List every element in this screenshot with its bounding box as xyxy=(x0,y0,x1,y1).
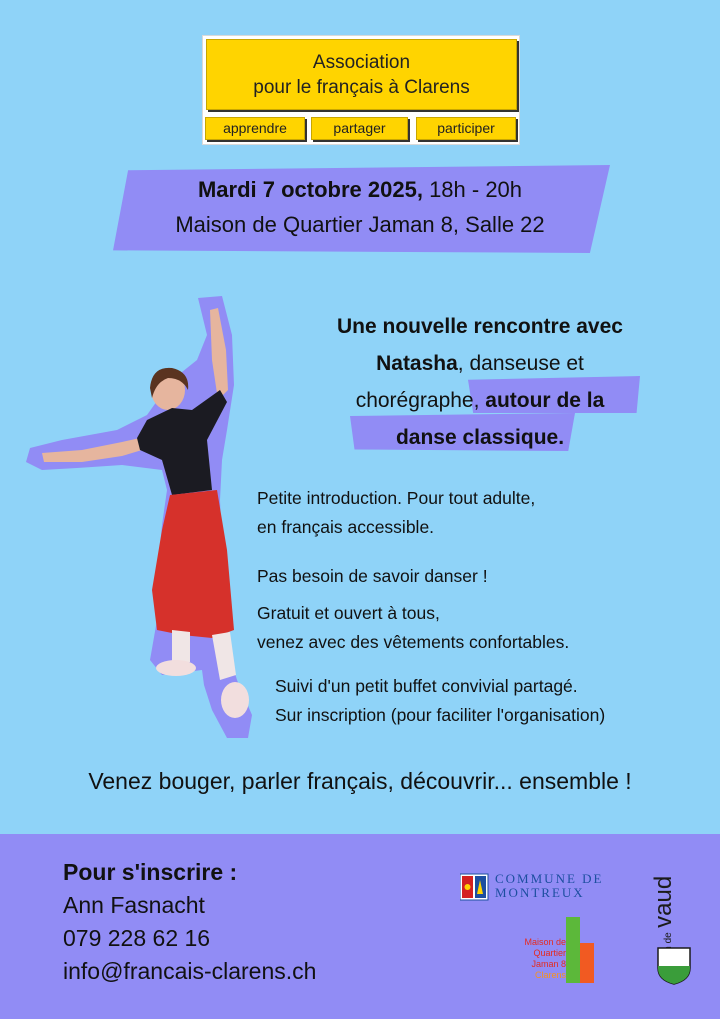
event-time: 18h - 20h xyxy=(422,177,523,202)
paragraph-buffet xyxy=(275,672,605,730)
paragraph-free xyxy=(257,599,569,657)
paragraph-intro xyxy=(257,484,535,542)
contact-email[interactable]: info@francais-clarens.ch xyxy=(63,958,317,984)
tagline: Venez bouger, parler français, découvrir... ensemble ! xyxy=(88,768,632,794)
headline-part5: danse classique. xyxy=(395,426,565,449)
association-line2: pour le français à Clarens xyxy=(253,76,470,98)
headline-part1: Une nouvelle rencontre avec xyxy=(337,315,623,338)
event-location: Maison de Quartier Jaman 8, Salle 22 xyxy=(175,212,545,237)
free-line2: venez avec des vêtements confortables. xyxy=(257,632,570,652)
event-date-bold: Mardi 7 octobre 2025, xyxy=(197,177,423,202)
mq-line4: Clarens xyxy=(534,970,566,980)
tag-partager: partager xyxy=(311,117,408,140)
contact-name: Ann Fasnacht xyxy=(63,892,205,918)
maison-quartier-logo xyxy=(510,915,602,985)
tag-apprendre: apprendre xyxy=(205,117,305,140)
contact-heading: Pour s'inscrire : xyxy=(63,859,238,885)
intro-line2: en français accessible. xyxy=(257,517,435,537)
event-date xyxy=(110,177,610,203)
dancer-photo xyxy=(22,290,282,750)
free-line1: Gratuit et ouvert à tous, xyxy=(257,603,440,623)
headline-name: Natasha xyxy=(376,352,458,375)
contact-phone[interactable]: 079 228 62 16 xyxy=(63,925,211,951)
contact-block xyxy=(63,856,316,988)
headline xyxy=(280,308,680,456)
intro-line1: Petite introduction. Pour tout adulte, xyxy=(257,488,536,508)
montreux-logo xyxy=(460,872,635,902)
paragraph-no-experience: Pas besoin de savoir danser ! xyxy=(257,566,488,586)
montreux-line2: MONTREUX xyxy=(495,885,585,900)
headline-part3: chorégraphe, xyxy=(355,389,486,412)
tag-participer: participer xyxy=(416,117,516,140)
buffet-line1: Suivi d'un petit buffet convivial partagé. xyxy=(275,676,578,696)
association-logo xyxy=(206,39,517,110)
association-line1: Association xyxy=(312,51,411,73)
headline-part2: , danseuse et xyxy=(457,352,584,375)
vaud-line2: vaud xyxy=(650,875,677,928)
montreux-line1: COMMUNE DE xyxy=(495,871,604,886)
headline-part4: autour de la xyxy=(485,389,605,412)
mq-line1: Maison de xyxy=(524,937,566,947)
mq-line3: Jaman 8 xyxy=(531,959,566,969)
canton-vaud-logo xyxy=(648,866,692,986)
buffet-line2: Sur inscription (pour faciliter l'organisation) xyxy=(275,705,606,725)
mq-line2: Quartier xyxy=(533,948,566,958)
